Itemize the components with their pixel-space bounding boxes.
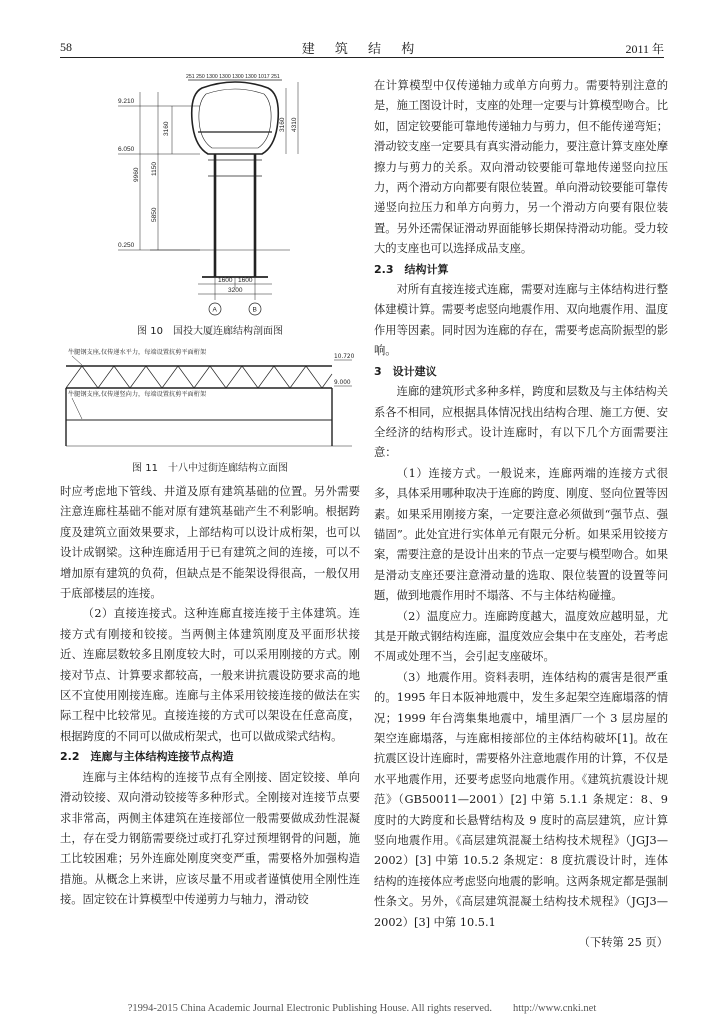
left-column <box>60 482 360 911</box>
level-label-2: 6.050 <box>118 146 135 153</box>
corridor-inner-section <box>199 89 271 148</box>
bottom-dim-total: 3200 <box>228 287 243 294</box>
copyright-footer: ?1994-2015 China Academic Journal Electronic Publishing House. All rights reserved. http://www.cnki.net <box>127 1003 597 1014</box>
paragraph: （3）地震作用。资料表明，连体结构的震害是很严重的。1995 年日本阪神地震中，发生多起架空连廊塌落的情况；1999 年台湾集集地震中，埔里酒厂一个 3 层房屋的架空连廊塌落，与连廊相接部位的主体结构破坏[1]。故在抗震区设计连廊时，需要格外注意地震作用的计算，不仅是水平地震作用，还要考虑竖向地震作用。《建筑抗震设计规范》（GB50011—2001）[2] 中第 5.1.1 条规定：8、9 度时的大跨度和长悬臂结构及 9 度时的高层建筑，应计算竖向地震作用。《高层建筑混凝土结构技术规程》（JGJ3—2002）[3] 中第 10.5.2 条规定：8 度抗震设计时，连体结构的连接体应考虑竖向地震的影响。这两条规定都是强制性条文。另外，《高层建筑混凝土结构技术规程》（JGJ3—2002）[3] 中第 10.5.1 <box>374 670 668 929</box>
paragraph: 在计算模型中仅传递轴力或单方向剪力。需要特别注意的是，施工图设计时，支座的处理一定要与计算模型吻合。比如，固定铰要能可靠地传递轴力与剪力，但不能传递弯矩；滑动铰支座一定要具有真实滑动能力，要注意计算支座处摩擦力与剪力的关系。双向滑动铰要能可靠地传递竖向拉压力，两个滑动方向都要有限位装置。单向滑动铰要能可靠传递竖向拉压力和单方向剪力，另一个滑动方向要有限位装置。另外还需保证滑动界面能够长期保持滑动功能。受力较大的支座也可以选择成品支座。 <box>374 79 668 256</box>
paragraph: （2）直接连接式。这种连廊直接连接于主体建筑。连接方式有刚接和铰接。当两侧主体建筑刚度及平面形状接近、连廊层数较多且刚度较大时，可以采用刚接的方式。刚接对节点、计算要求都较高，一般来讲抗震设防要求高的地区不宜使用刚接连廊。连廊与主体采用铰接连接的做法在实际工程中比较常见。直接连接的方式可以架设在任意高度，根据跨度的不同可以做成桁架式，也可以做成梁式结构。 <box>60 607 360 743</box>
level-label-1: 9.210 <box>118 98 135 105</box>
fig11-top-level: 10.720 <box>334 354 355 360</box>
paragraph: 连廊与主体结构的连接节点有全刚接、固定铰接、单向滑动铰接、双向滑动铰接等多种形式。全刚接对连接节点要求非常高，两侧主体建筑在连接部位一般需要做成劲性混凝土，存在受力钢筋需要绕过或打孔穿过预埋钢骨的问题，施工比较困难；另外连廊处刚度突变严重，需要格外加强构造措施。从概念上来讲，应该尽量不用或者谨慎使用全刚性连接。固定铰在计算模型中传递剪力与轴力，滑动铰 <box>60 770 360 907</box>
top-dims-label: 251 250 1300 1300 1300 1300 1017 251 <box>186 74 280 80</box>
figure-11-caption: 图 11 十八中过街连廊结构立面图 <box>132 463 288 474</box>
continued-note: （下转第 25 页） <box>578 936 668 950</box>
section-heading: 2.3 结构计算 <box>374 262 449 276</box>
paragraph: （2）温度应力。连廊跨度越大，温度效应越明显，尤其是开敞式钢结构连廊，温度效应会集中在支座处，若考虑不周或处理不当，会引起支座破坏。 <box>374 609 668 664</box>
axis-label-a: A <box>212 306 217 314</box>
right-dim-1: 3160 <box>279 117 286 132</box>
figure-10-caption: 图 10 国投大厦连廊结构剖面图 <box>137 326 283 337</box>
paragraph: 时应考虑地下管线、井道及原有建筑基础的位置。另外需要注意连廊柱基础不能对原有建筑基础产生不利影响。根据跨度及建筑立面效果要求，上部结构可以设计成桁架，也可以设计成钢梁。这种连廊适用于已有建筑之间的连接，可以不增加原有建筑的负荷，但缺点是不能架设得很高，一般仅用于底部楼层的连接。 <box>60 485 360 601</box>
vertical-dim-1: 3160 <box>163 121 170 136</box>
fig11-note-top: 牛腿钢支座,仅传递水平力，每端设置抗剪平面桁架 <box>68 349 207 356</box>
fig11-note-mid: 牛腿钢支座,仅传递竖向力，每端设置抗剪平面桁架 <box>68 391 207 398</box>
vertical-dim-2: 1150 <box>151 162 158 176</box>
fig11-mid-level: 9.000 <box>334 380 351 386</box>
right-column <box>374 76 668 953</box>
page-number: 58 <box>60 40 72 54</box>
figure-11-elevation-drawing <box>62 346 358 454</box>
journal-title: 建 筑 结 构 <box>301 42 423 57</box>
paragraph: 对所有直接连接式连廊，需要对连廊与主体结构进行整体建模计算。需要考虑竖向地震作用、双向地震作用、温度作用等因素。同时因为连廊的存在，需要考虑高阶振型的影响。 <box>374 283 668 358</box>
bottom-dim-1: 1600 <box>218 277 233 284</box>
figure-10-section-drawing <box>110 72 310 317</box>
running-header <box>60 38 664 58</box>
paragraph: 连廊的建筑形式多种多样，跨度和层数及与主体结构关系各不相同，应根据具体情况找出结构合理、施工方便、安全经济的结构形式。设计连廊时，有以下几个方面需要注意： <box>374 385 668 460</box>
bottom-dim-2: 1600 <box>238 277 253 284</box>
corridor-oval-section <box>192 82 279 154</box>
right-dim-2: 4310 <box>291 117 298 132</box>
section-heading: 2.2 连廊与主体结构连接节点构造 <box>60 750 234 764</box>
level-label-3: 0.250 <box>118 242 135 249</box>
vertical-dim-3: 9960 <box>133 167 140 182</box>
paragraph: （1）连接方式。一般说来，连廊两端的连接方式很多，具体采用哪种取决于连廊的跨度、刚度、竖向位置等因素。如果采用刚接方案，一定要注意必须做到“强节点、强锚固”。此处宜进行实体单元有限元分析。如果采用铰接方案，需要注意的是设计出来的节点一定要与模型吻合。如果是滑动支座还要注意滑动量的选取、限位装置的设置等问题，做到地震作用时不塌落、不与主体结构碰撞。 <box>374 466 668 603</box>
vertical-dim-4: 5850 <box>151 207 158 222</box>
section-heading: 3 设计建议 <box>374 364 437 378</box>
axis-label-b: B <box>252 306 257 314</box>
issue-year: 2011 年 <box>625 42 664 56</box>
truss-diagonals <box>66 366 332 388</box>
